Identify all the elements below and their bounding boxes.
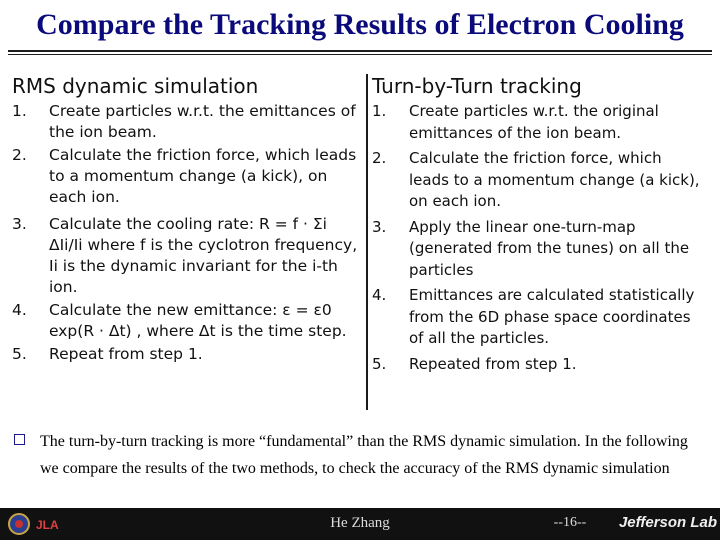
page-number: --16-- [553, 515, 587, 530]
rms-step-2 [12, 145, 362, 208]
rms-heading: RMS dynamic simulation [12, 74, 259, 98]
rms-step-5 [12, 344, 362, 365]
step-text: Calculate the new emittance: ε = ε0 exp(R · Δt) , where Δt is the time step. [49, 301, 347, 340]
step-number: 5. [12, 345, 27, 363]
rms-column [12, 76, 362, 367]
tbt-step-3 [372, 217, 702, 282]
logo-text: JLA [36, 518, 59, 532]
step-number: 2. [372, 149, 387, 167]
footer-author: He Zhang [330, 515, 390, 531]
step-text: Apply the linear one-turn-map (generated from the tunes) on all the particles [409, 217, 690, 279]
tbt-step-2 [372, 148, 702, 213]
rms-step-1 [12, 101, 362, 143]
tbt-steps [372, 101, 702, 375]
footer-bar [0, 508, 720, 540]
lab-logos-icon [6, 511, 74, 537]
step-number: 4. [12, 301, 27, 319]
step-number: 4. [372, 286, 387, 304]
step-number: 1. [12, 102, 27, 120]
step-text: Calculate the friction force, which leads to a momentum change (a kick), on each ion. [49, 146, 357, 206]
step-text: Calculate the cooling rate: R = f · Σi ΔIi/Ii where f is the cyclotron frequency, Ii is the dynamic invariant for the i-th ion. [49, 215, 358, 296]
title-divider-thin [8, 54, 712, 55]
summary-note-text: The turn-by-turn tracking is more “fundamental” than the RMS dynamic simulation. In the following we compare the results of the two methods, to check the accuracy of the RMS dynamic simulation [40, 433, 688, 477]
tbt-step-4 [372, 285, 702, 350]
checkbox-bullet-icon [14, 434, 25, 445]
step-number: 1. [372, 102, 387, 120]
rms-step-3 [12, 214, 362, 298]
step-number: 2. [12, 146, 27, 164]
step-text: Emittances are calculated statistically from the 6D phase space coordinates of all the particles. [409, 286, 695, 347]
step-text: Calculate the friction force, which leads to a momentum change (a kick), on each ion. [409, 149, 700, 210]
step-number: 3. [372, 217, 387, 236]
summary-note [14, 428, 710, 482]
step-text: Create particles w.r.t. the original emittances of the ion beam. [409, 102, 659, 142]
step-number: 5. [372, 354, 387, 373]
step-number: 3. [12, 215, 27, 233]
title-divider [8, 50, 712, 52]
jefferson-lab-logo: Jefferson Lab [618, 514, 718, 531]
step-text: Repeated from step 1. [409, 354, 577, 373]
step-text: Create particles w.r.t. the emittances of the ion beam. [49, 102, 356, 141]
tbt-step-1 [372, 101, 702, 144]
slide-title: Compare the Tracking Results of Electron Cooling [36, 8, 684, 41]
turn-by-turn-column [372, 76, 702, 379]
column-divider [366, 74, 368, 410]
tbt-step-5 [372, 354, 702, 376]
tbt-heading: Turn-by-Turn tracking [372, 74, 582, 98]
rms-steps [12, 101, 362, 365]
step-text: Repeat from step 1. [49, 345, 203, 363]
rms-step-4 [12, 300, 362, 342]
